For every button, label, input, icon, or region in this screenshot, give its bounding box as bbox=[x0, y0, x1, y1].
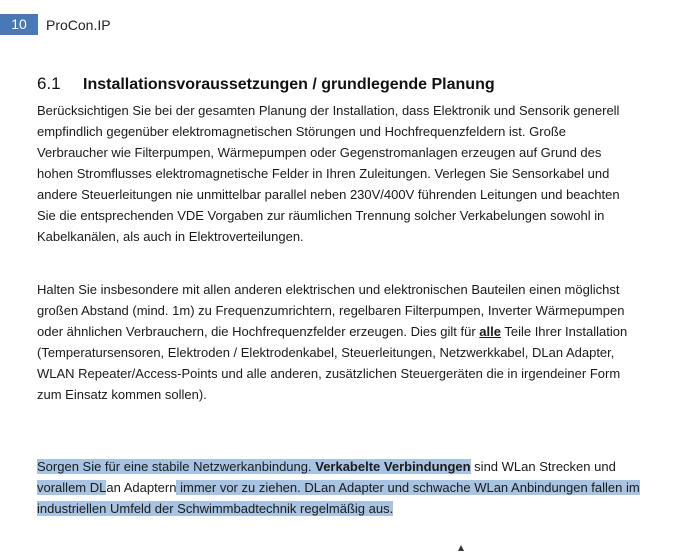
paragraph-line: andere Steuerleitungen nie unmittelbar parallel neben 230V/400V führenden Leitungen und beachten bbox=[37, 187, 620, 202]
paragraph-line: WLAN Repeater/Access-Points und alle anderen, zusätzlichen Steuergeräten die in irgendeiner Form bbox=[37, 366, 621, 381]
paragraph-line bbox=[37, 321, 667, 342]
mouse-cursor-icon bbox=[458, 545, 464, 551]
selected-text[interactable]: vorallem DL bbox=[37, 480, 107, 495]
paragraph-network-selected[interactable] bbox=[37, 456, 667, 519]
selected-text[interactable]: industriellen Umfeld der Schwimmbadtechnik regelmäßig aus. bbox=[37, 501, 394, 516]
paragraph-planning bbox=[37, 100, 667, 247]
paragraph-line[interactable] bbox=[37, 456, 667, 477]
paragraph-line: Berücksichtigen Sie bei der gesamten Planung der Installation, dass Elektronik und Sensorik generell bbox=[37, 103, 620, 118]
paragraph-line: Kabelkanälen, als auch in Elektroverteilungen. bbox=[37, 229, 304, 244]
paragraph-distance bbox=[37, 279, 667, 405]
text-segment-unselected: an Adaptern bbox=[106, 480, 177, 495]
paragraph-line: (Temperatursensoren, Elektroden / Elektrodenkabel, Steuerleitungen, Netzwerkkabel, DLan Adapter, bbox=[37, 345, 615, 360]
paragraph-line: zum Einsatz kommen sollen). bbox=[37, 387, 207, 402]
text-segment: oder ähnlichen Verbrauchern, die Hochfrequenzfelder erzeugen. Dies gilt für bbox=[37, 324, 480, 339]
paragraph-line: hohen Stromflusses elektromagnetische Felder in Ihren Zuleitungen. Verlegen Sie Sensorkabel und bbox=[37, 166, 610, 181]
selected-text[interactable]: DLan Adapter und schwache WLan Anbindungen fallen im bbox=[304, 480, 640, 495]
paragraph-line: empfindlich gegenüber elektromagnetischen Störungen und Hochfrequenzfeldern ist. Große bbox=[37, 124, 566, 139]
emphasis-all: alle bbox=[479, 324, 501, 339]
document-header-title: ProCon.IP bbox=[46, 17, 111, 33]
section-title: Installationsvoraussetzungen / grundlegende Planung bbox=[83, 76, 495, 93]
paragraph-line: großen Abstand (mind. 1m) zu Frequenzumrichtern, regelbaren Filterpumpen, Inverter Wärmepumpen bbox=[37, 303, 625, 318]
paragraph-line: Halten Sie insbesondere mit allen anderen elektrischen und elektronischen Bauteilen einen möglichst bbox=[37, 282, 620, 297]
paragraph-line: Sie die entsprechenden VDE Vorgaben zur räumlichen Trennung solcher Verkabelungen sowohl in bbox=[37, 208, 605, 223]
text-segment-unselected: sind WLan Strecken und bbox=[470, 459, 616, 474]
emphasis-wired: Verkabelte Verbindungen bbox=[315, 459, 471, 474]
selected-text[interactable]: immer vor zu ziehen. bbox=[176, 480, 305, 495]
section-heading bbox=[37, 73, 495, 96]
selected-text[interactable] bbox=[37, 459, 471, 474]
text-segment: Sorgen Sie für eine stabile Netzwerkanbindung. bbox=[37, 459, 316, 474]
page-number-badge: 10 bbox=[0, 14, 38, 35]
paragraph-line[interactable] bbox=[37, 498, 667, 519]
paragraph-line[interactable] bbox=[37, 477, 667, 498]
paragraph-line: Verbraucher wie Filterpumpen, Wärmepumpen oder Gegenstromanlagen erzeugen auf Grund des bbox=[37, 145, 602, 160]
text-segment: Teile Ihrer Installation bbox=[500, 324, 628, 339]
section-number: 6.1 bbox=[37, 74, 61, 93]
